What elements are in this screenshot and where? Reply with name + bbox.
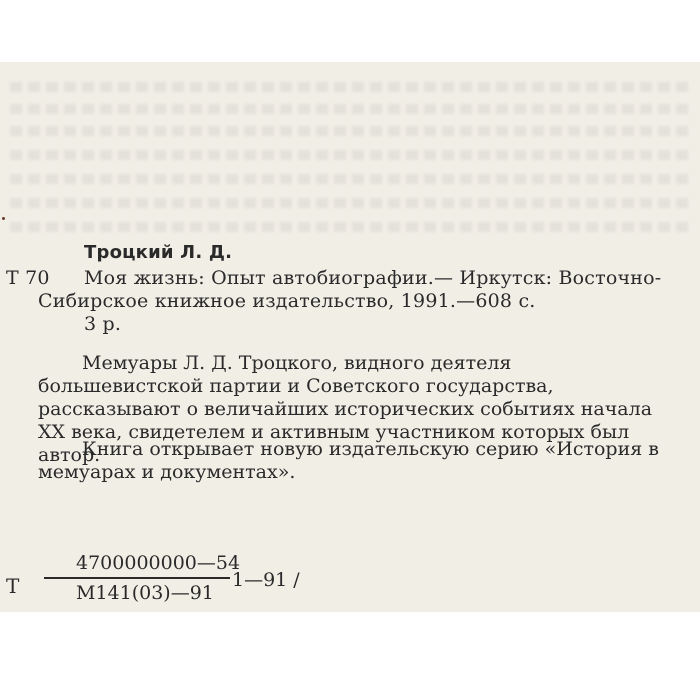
bleed-through-line bbox=[10, 198, 690, 208]
book-page bbox=[0, 62, 700, 612]
catalog-letter: Т bbox=[6, 574, 20, 598]
author-name: Троцкий Л. Д. bbox=[84, 242, 233, 263]
catalog-fraction-line bbox=[44, 577, 230, 579]
bleed-through-line bbox=[10, 126, 690, 136]
catalog-denominator: М141(03)—91 bbox=[76, 582, 214, 604]
bleed-through-line bbox=[10, 82, 690, 92]
paper-speck bbox=[2, 217, 5, 220]
title-line: Моя жизнь: Опыт автобиографии.— Иркутск: Восточно- bbox=[84, 267, 662, 289]
publisher-line: Сибирское книжное издательство, 1991.—608 с. bbox=[38, 290, 536, 312]
classification-code: Т 70 bbox=[6, 267, 50, 289]
annotation-paragraph: Мемуары Л. Д. Троцкого, видного деятеля большевистской партии и Советского государства, рассказывают о величайших исторических событиях начала XX века, свидетелем и активным участником которых был автор. bbox=[38, 352, 653, 466]
bleed-through-line bbox=[10, 174, 690, 184]
catalog-numerator: 4700000000—54 bbox=[76, 552, 241, 574]
bleed-through-line bbox=[10, 222, 690, 232]
price: 3 р. bbox=[84, 313, 122, 335]
bleed-through-line bbox=[10, 104, 690, 114]
bleed-through-line bbox=[10, 150, 690, 160]
annotation-paragraph: Книга открывает новую издательскую серию «История в мемуарах и документах». bbox=[38, 438, 659, 483]
catalog-suffix: 1—91 / bbox=[232, 569, 300, 591]
